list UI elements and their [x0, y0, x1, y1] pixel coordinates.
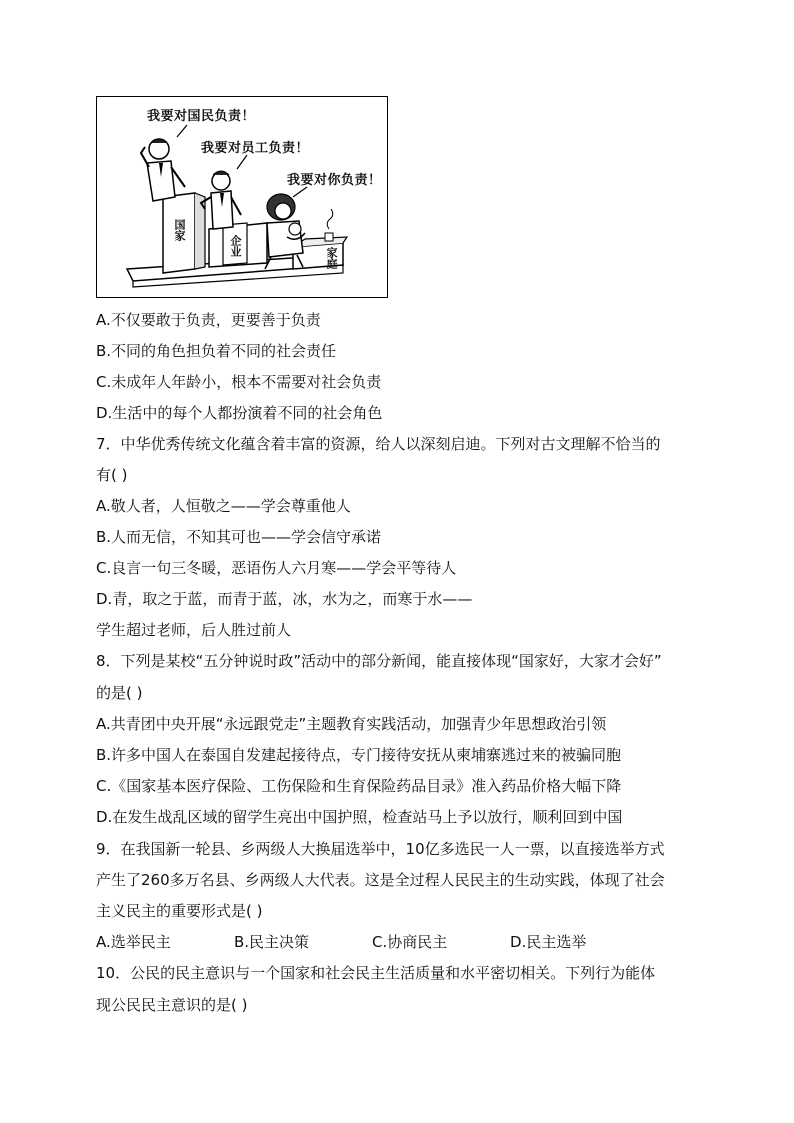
q7-option-c: C.良言一句三冬暖，恶语伤人六月寒——学会平等待人	[96, 559, 457, 577]
q7-option-a: A.敬人者，人恒敬之——学会尊重他人	[96, 497, 351, 515]
q8-option-d: D.在发生战乱区域的留学生亮出中国护照，检查站马上予以放行，顺利回到中国	[96, 808, 623, 826]
podium-label-enterprise: 企业	[229, 235, 242, 257]
q7-stem-line1: 7．中华优秀传统文化蕴含着丰富的资源，给人以深刻启迪。下列对古文理解不恰当的	[96, 435, 661, 453]
q8-option-b: B.许多中国人在泰国自发建起接待点，专门接待安抚从柬埔寨逃过来的被骗同胞	[96, 746, 622, 764]
q8-stem-line2: 的是( )	[96, 684, 143, 702]
cartoon-drawing	[97, 97, 388, 298]
q9-stem-line1: 9．在我国新一轮县、乡两级人大换届选举中，10亿多选民一人一票，以直接选举方式	[96, 840, 665, 858]
q9-option-a: A.选举民主	[96, 933, 171, 951]
q9-option-d: D.民主选举	[510, 933, 587, 951]
q7-option-b: B.人而无信，不知其可也——学会信守承诺	[96, 528, 382, 546]
podium-label-country: 国家	[173, 219, 186, 241]
q9-stem-line3: 主义民主的重要形式是( )	[96, 902, 263, 920]
q6-option-a: A.不仅要敢于负责，更要善于负责	[96, 311, 321, 329]
q9-option-c: C.协商民主	[372, 933, 448, 951]
speech-bubble-family: 我要对你负责！	[287, 173, 382, 188]
q10-stem-line2: 现公民民主意识的是( )	[96, 996, 248, 1014]
q8-option-a: A.共青团中央开展“永远跟党走”主题教育实践活动，加强青少年思想政治引领	[96, 715, 607, 733]
q6-option-c: C.未成年人年龄小，根本不需要对社会负责	[96, 373, 382, 391]
speech-bubble-country: 我要对国民负责！	[147, 109, 256, 124]
q6-option-b: B.不同的角色担负着不同的社会责任	[96, 342, 337, 360]
podium-label-family: 家庭	[325, 247, 338, 269]
q7-option-d: D.青，取之于蓝，而青于蓝，冰，水为之，而寒于水——	[96, 590, 473, 608]
q9-option-b: B.民主决策	[234, 933, 310, 951]
q9-stem-line2: 产生了260多万名县、乡两级人大代表。这是全过程人民民主的生动实践，体现了社会	[96, 871, 665, 889]
q6-option-d: D.生活中的每个人都扮演着不同的社会角色	[96, 404, 383, 422]
q7-stem-line2: 有( )	[96, 466, 128, 484]
q7-option-d-cont: 学生超过老师，后人胜过前人	[96, 621, 292, 639]
q10-stem-line1: 10．公民的民主意识与一个国家和社会民主生活质量和水平密切相关。下列行为能体	[96, 964, 656, 982]
speech-bubble-enterprise: 我要对员工负责！	[201, 141, 310, 156]
q8-stem-line1: 8．下列是某校“五分钟说时政”活动中的部分新闻，能直接体现“国家好，大家才会好”	[96, 652, 662, 670]
q8-option-c: C.《国家基本医疗保险、工伤保险和生育保险药品目录》准入药品价格大幅下降	[96, 777, 622, 795]
cartoon-illustration	[96, 96, 388, 298]
